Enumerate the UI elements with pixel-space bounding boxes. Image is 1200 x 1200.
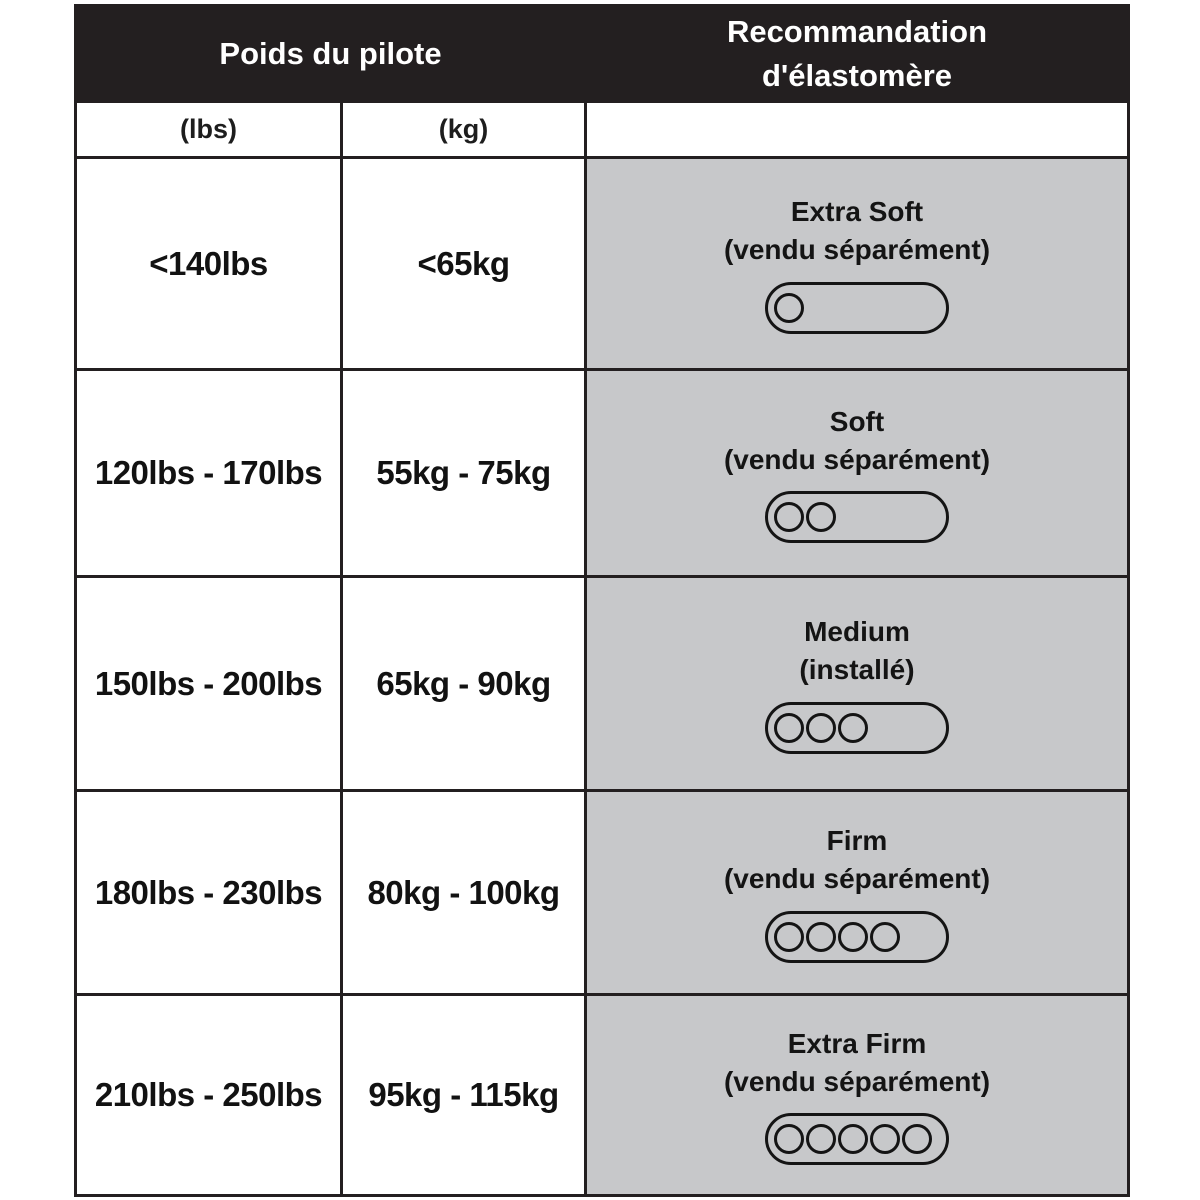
elastomer-name: Extra Soft — [790, 196, 924, 228]
weight-lbs-value: 150lbs - 200lbs — [94, 664, 323, 702]
elastomer-note: (vendu séparément) — [723, 863, 991, 894]
elastomer-name: Medium — [804, 616, 910, 648]
elastomer-dot-icon — [774, 502, 804, 532]
recommendation-cell — [587, 792, 1127, 993]
elastomer-pill-icon — [765, 491, 949, 543]
pilot-weight-title: Poids du pilote — [219, 35, 442, 71]
weight-lbs-cell — [77, 159, 340, 368]
weight-kg-value: 95kg - 115kg — [368, 1076, 559, 1113]
lbs-unit-label: (lbs) — [180, 114, 237, 144]
elastomer-dot-icon — [774, 922, 804, 952]
elastomer-name: Soft — [829, 405, 885, 437]
weight-kg-cell — [343, 159, 584, 368]
weight-kg-cell — [343, 792, 584, 993]
elastomer-note: (vendu séparément) — [723, 234, 991, 265]
elastomer-pill-icon — [765, 911, 949, 963]
elastomer-note: (vendu séparément) — [723, 1065, 991, 1097]
weight-kg-value: 80kg - 100kg — [367, 873, 560, 911]
weight-lbs-cell — [77, 578, 340, 789]
recommendation-cell — [587, 159, 1127, 368]
elastomer-dot-icon — [774, 293, 804, 323]
recommendation-title-line2: d'élastomère — [761, 57, 952, 93]
kg-unit-label: (kg) — [438, 114, 489, 144]
elastomer-dot-icon — [806, 502, 836, 532]
weight-kg-value: <65kg — [417, 244, 510, 282]
elastomer-note: (installé) — [799, 654, 915, 685]
subheader-lbs — [77, 103, 340, 156]
recommendation-title-line1: Recommandation — [726, 14, 988, 50]
elastomer-dot-icon — [806, 1124, 836, 1154]
weight-lbs-value: <140lbs — [149, 244, 268, 282]
weight-kg-cell — [343, 996, 584, 1194]
recommendation-cell — [587, 578, 1127, 789]
subheader-kg — [343, 103, 584, 156]
header-pilot-weight — [77, 7, 584, 100]
weight-kg-value: 65kg - 90kg — [376, 664, 551, 702]
weight-lbs-value: 120lbs - 170lbs — [94, 454, 323, 491]
weight-lbs-cell — [77, 371, 340, 575]
weight-kg-value: 55kg - 75kg — [376, 454, 551, 491]
elastomer-dot-icon — [902, 1124, 932, 1154]
elastomer-pill-icon — [765, 282, 949, 334]
weight-lbs-cell — [77, 996, 340, 1194]
elastomer-dot-icon — [806, 713, 836, 743]
elastomer-dot-icon — [870, 922, 900, 952]
elastomer-name: Firm — [826, 825, 888, 857]
elastomer-dot-icon — [870, 1124, 900, 1154]
elastomer-dot-icon — [806, 922, 836, 952]
elastomer-dot-icon — [774, 1124, 804, 1154]
elastomer-pill-icon — [765, 702, 949, 754]
weight-kg-cell — [343, 578, 584, 789]
recommendation-cell — [587, 996, 1127, 1194]
elastomer-name: Extra Firm — [787, 1027, 927, 1059]
elastomer-dot-icon — [838, 922, 868, 952]
weight-kg-cell — [343, 371, 584, 575]
header-elastomer-recommendation — [587, 7, 1127, 100]
elastomer-note: (vendu séparément) — [723, 443, 991, 475]
elastomer-dot-icon — [838, 713, 868, 743]
weight-lbs-value: 210lbs - 250lbs — [94, 1076, 323, 1113]
elastomer-recommendation-table — [74, 4, 1130, 1197]
weight-lbs-value: 180lbs - 230lbs — [94, 873, 323, 911]
subheader-empty — [587, 103, 1127, 156]
elastomer-dot-icon — [838, 1124, 868, 1154]
elastomer-dot-icon — [774, 713, 804, 743]
weight-lbs-cell — [77, 792, 340, 993]
recommendation-cell — [587, 371, 1127, 575]
elastomer-pill-icon — [765, 1113, 949, 1165]
